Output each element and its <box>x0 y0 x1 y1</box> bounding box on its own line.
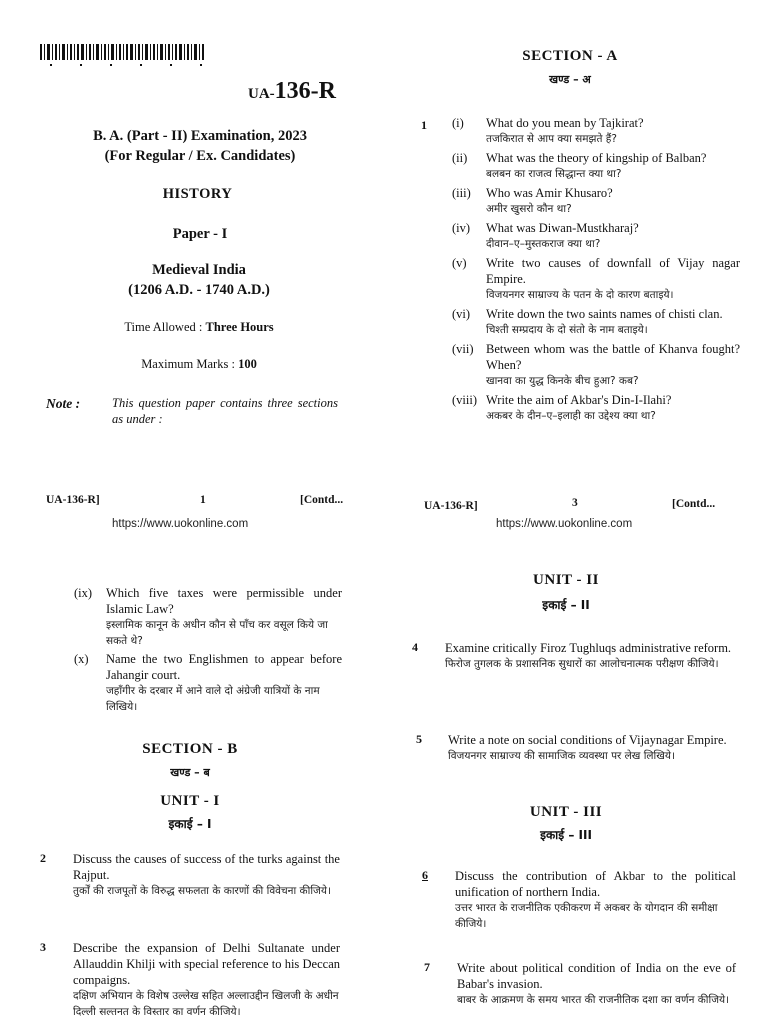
section-a-hindi: खण्ड – अ <box>549 73 591 86</box>
time-value: Three Hours <box>205 320 274 334</box>
question-1-list <box>452 115 740 427</box>
website-url: https://www.uokonline.com <box>112 518 249 530</box>
sub-question-english: What do you mean by Tajkirat? <box>486 116 644 130</box>
question-7 <box>424 960 736 1008</box>
paper-code-main: 136-R <box>274 78 336 104</box>
sub-question <box>74 585 342 649</box>
sub-question <box>74 651 342 715</box>
time-allowed <box>40 320 358 335</box>
question-english: Write a note on social conditions of Vijaynagar Empire. <box>448 733 727 747</box>
subject-title: HISTORY <box>162 186 233 202</box>
sub-question-english: Write down the two saints names of chisti clan. <box>486 307 723 321</box>
question-3 <box>40 940 340 1020</box>
sub-question-number: (v) <box>452 256 467 270</box>
question-number: 1 <box>421 118 427 132</box>
footer-contd: [Contd... <box>300 494 344 506</box>
question-number: 4 <box>412 640 418 654</box>
time-label: Time Allowed : <box>124 320 206 334</box>
sub-question-hindi: दीवान–ए–मुस्तकराज क्या था? <box>486 238 601 250</box>
sub-question-hindi: जहाँगीर के दरबार में आने वाले दो अंग्रेजी यात्रियों के नाम लिखिये। <box>106 685 320 713</box>
note-label: Note : <box>46 396 81 411</box>
sub-question-number: (viii) <box>452 393 477 407</box>
question-english: Write about political condition of India on the eve of Babar's invasion. <box>457 961 736 991</box>
sub-question <box>452 115 740 147</box>
footer-code: UA-136-R] <box>46 494 100 506</box>
candidates-line: (For Regular / Ex. Candidates) <box>104 148 296 164</box>
question-number: 3 <box>40 940 46 954</box>
question-number: 7 <box>424 960 430 974</box>
question-hindi: बाबर के आक्रमण के समय भारत की राजनीतिक दशा का वर्णन कीजिये। <box>457 994 730 1006</box>
course-title: Medieval India <box>152 262 246 278</box>
unit-1-hindi: इकाई – I <box>168 817 212 831</box>
question-english: Discuss the causes of success of the turks against the Rajput. <box>73 852 340 882</box>
question-6 <box>422 868 736 932</box>
sub-question-number: (x) <box>74 652 89 666</box>
question-english: Examine critically Firoz Tughluqs administrative reform. <box>445 641 732 655</box>
unit-3-hindi: इकाई – III <box>540 828 592 842</box>
question-hindi: दक्षिण अभियान के विशेष उल्लेख सहित अल्लाउद्दीन खिलजी के अधीन दिल्ली सल्तनत के विस्तार का वर्णन कीजिये। <box>73 990 339 1018</box>
question-hindi: फिरोज तुगलक के प्रशासनिक सुधारों का आलोचनात्मक परीक्षण कीजिये। <box>445 658 719 670</box>
sub-question-hindi: अमीर खुसरो कौन था? <box>486 203 572 215</box>
maximum-marks <box>40 357 358 372</box>
question-number: 2 <box>40 851 46 865</box>
unit-1-title: UNIT - I <box>160 793 220 809</box>
paper-code <box>248 78 336 105</box>
question-5 <box>416 732 734 764</box>
question-hindi: तुर्कों की राजपूतों के विरुद्ध सफलता के कारणों की विवेचना कीजिये। <box>73 885 331 897</box>
paper-number: Paper - I <box>172 226 228 242</box>
sub-question <box>452 341 740 389</box>
sub-question-english: Write the aim of Akbar's Din-I-Ilahi? <box>486 393 672 407</box>
question-number: 6 <box>422 868 428 882</box>
sub-question-number: (iii) <box>452 186 471 200</box>
section-b-hindi: खण्ड – ब <box>170 766 210 779</box>
marks-value: 100 <box>238 357 257 371</box>
sub-question-number: (i) <box>452 116 464 130</box>
unit-2-hindi: इकाई – II <box>542 598 590 612</box>
sub-question-english: Write two causes of downfall of Vijay nagar Empire. <box>486 256 740 286</box>
question-english: Discuss the contribution of Akbar to the political unification of northern India. <box>455 869 736 899</box>
sub-question-english: Between whom was the battle of Khanva fought? When? <box>486 342 740 372</box>
sub-question-number: (vii) <box>452 342 474 356</box>
question-1-continued <box>74 585 342 715</box>
sub-question <box>452 255 740 303</box>
sub-question <box>452 150 740 182</box>
sub-question <box>452 185 740 217</box>
sub-question <box>452 392 740 424</box>
sub-question <box>452 220 740 252</box>
sub-question-english: Name the two Englishmen to appear before Jahangir court. <box>106 652 342 682</box>
unit-3-title: UNIT - III <box>529 804 603 820</box>
sub-question-english: What was Diwan-Mustkharaj? <box>486 221 639 235</box>
footer-contd: [Contd... <box>672 498 716 510</box>
marks-label: Maximum Marks : <box>141 357 239 371</box>
question-hindi: उत्तर भारत के राजनीतिक एकीकरण में अकबर के योगदान की समीक्षा कीजिये। <box>455 902 718 930</box>
footer-code: UA-136-R] <box>424 500 478 512</box>
footer-page-number: 1 <box>200 494 206 506</box>
sub-question-hindi: बलबन का राजत्व सिद्धान्त क्या था? <box>486 168 622 180</box>
course-period: (1206 A.D. - 1740 A.D.) <box>128 282 270 298</box>
sub-question-english: Which five taxes were permissible under Islamic Law? <box>106 586 342 616</box>
sub-question-hindi: इस्लामिक कानून के अधीन कौन से पाँच कर वसूल किये जा सकते थे? <box>106 619 328 647</box>
sub-question-number: (iv) <box>452 221 471 235</box>
footer-page-number: 3 <box>572 497 578 509</box>
question-2 <box>40 851 340 899</box>
sub-question-english: Who was Amir Khusaro? <box>486 186 613 200</box>
question-number: 5 <box>416 732 422 746</box>
sub-question-english: What was the theory of kingship of Balban? <box>486 151 707 165</box>
section-b-title: SECTION - B <box>142 741 238 757</box>
note-text: This question paper contains three sections as under : <box>112 396 338 426</box>
barcode <box>40 44 220 68</box>
question-hindi: विजयनगर साम्राज्य की सामाजिक व्यवस्था पर लेख लिखिये। <box>448 750 675 762</box>
question-english: Describe the expansion of Delhi Sultanate under Allauddin Khilji with special reference to his Deccan compaigns. <box>73 941 340 987</box>
sub-question <box>452 306 740 338</box>
question-4 <box>412 640 734 672</box>
unit-2-title: UNIT - II <box>533 572 599 588</box>
sub-question-hindi: विजयनगर साम्राज्य के पतन के दो कारण बताइये। <box>486 289 674 301</box>
sub-question-hindi: खानवा का युद्ध किनके बीच हुआ? कब? <box>486 375 639 387</box>
sub-question-hindi: तजकिरात से आप क्या समझते हैं? <box>486 133 617 145</box>
sub-question-number: (ix) <box>74 586 93 600</box>
exam-title: B. A. (Part - II) Examination, 2023 <box>93 128 307 144</box>
sub-question-hindi: चिश्ती सम्प्रदाय के दो संतो के नाम बताइये। <box>486 324 648 336</box>
sub-question-number: (vi) <box>452 307 471 321</box>
website-url: https://www.uokonline.com <box>496 518 633 530</box>
paper-code-prefix: UA- <box>248 86 275 102</box>
section-a-title: SECTION - A <box>522 48 618 64</box>
sub-question-number: (ii) <box>452 151 468 165</box>
sub-question-hindi: अकबर के दीन–ए–इलाही का उद्देश्य क्या था? <box>486 410 656 422</box>
